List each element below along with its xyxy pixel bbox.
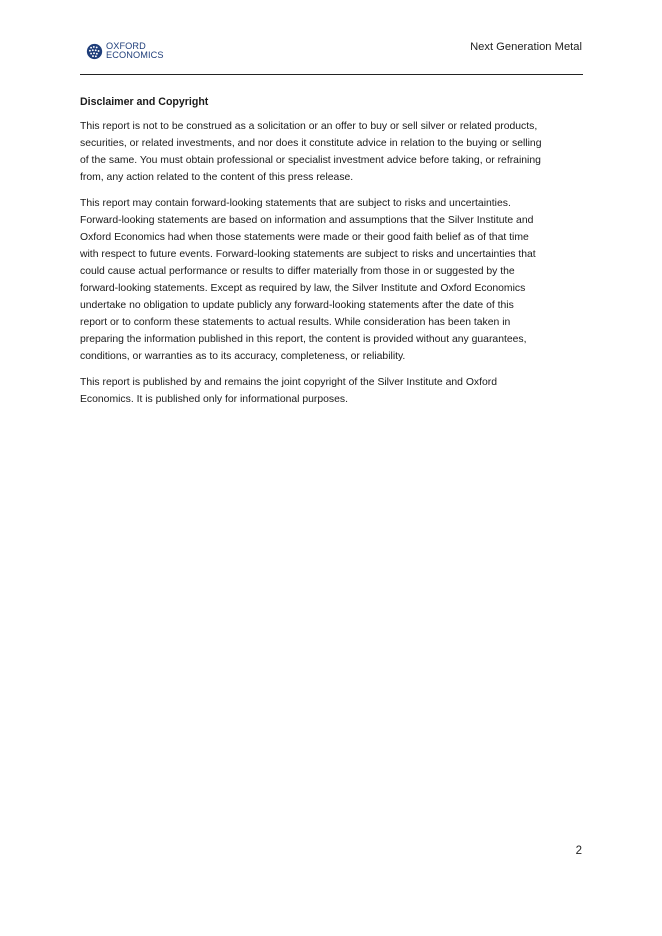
document-title: Next Generation Metal (470, 41, 582, 53)
page-header (80, 38, 582, 74)
header-divider (80, 74, 583, 75)
paragraph-solicitation: This report is not to be construed as a solicitation or an offer to buy or sell silver or related products, securities, or related investments, and nor does it constitute advice in relation to the buying or selling of the same. You must obtain professional or specialist investment advice before taking, or refraining from, any action related to the content of this press release. (80, 121, 542, 183)
page-number: 2 (575, 845, 582, 857)
logo-wordmark (106, 42, 164, 60)
globe-icon (86, 43, 103, 60)
disclaimer-section (80, 95, 583, 417)
paragraph-forward-looking: This report may contain forward-looking statements that are subject to risks and uncertainties. Forward-looking statements are based on information and assumptions that the Silver Institute and Oxford Economics had when those statements were made or their good faith belief as of that time with respect to future events. Forward-looking statements are subject to risks and uncertainties that could cause actual performance or results to differ materially from those in or suggested by the forward-looking statements. Except as required by law, the Silver Institute and Oxford Economics undertake no obligation to update publicly any forward-looking statements after the date of this report or to conform these statements to actual results. While consideration has been taken in preparing the information published in this report, the content is provided without any guarantees, conditions, or warranties as to its accuracy, completeness, or reliability. (80, 198, 536, 362)
paragraph-copyright: This report is published by and remains the joint copyright of the Silver Institute and Oxford Economics. It is published only for informational purposes. (80, 377, 497, 405)
section-heading: Disclaimer and Copyright (80, 96, 209, 108)
logo-line-1: OXFORD (106, 41, 146, 51)
oxford-economics-logo (86, 40, 164, 62)
logo-line-2: ECONOMICS (106, 50, 164, 60)
